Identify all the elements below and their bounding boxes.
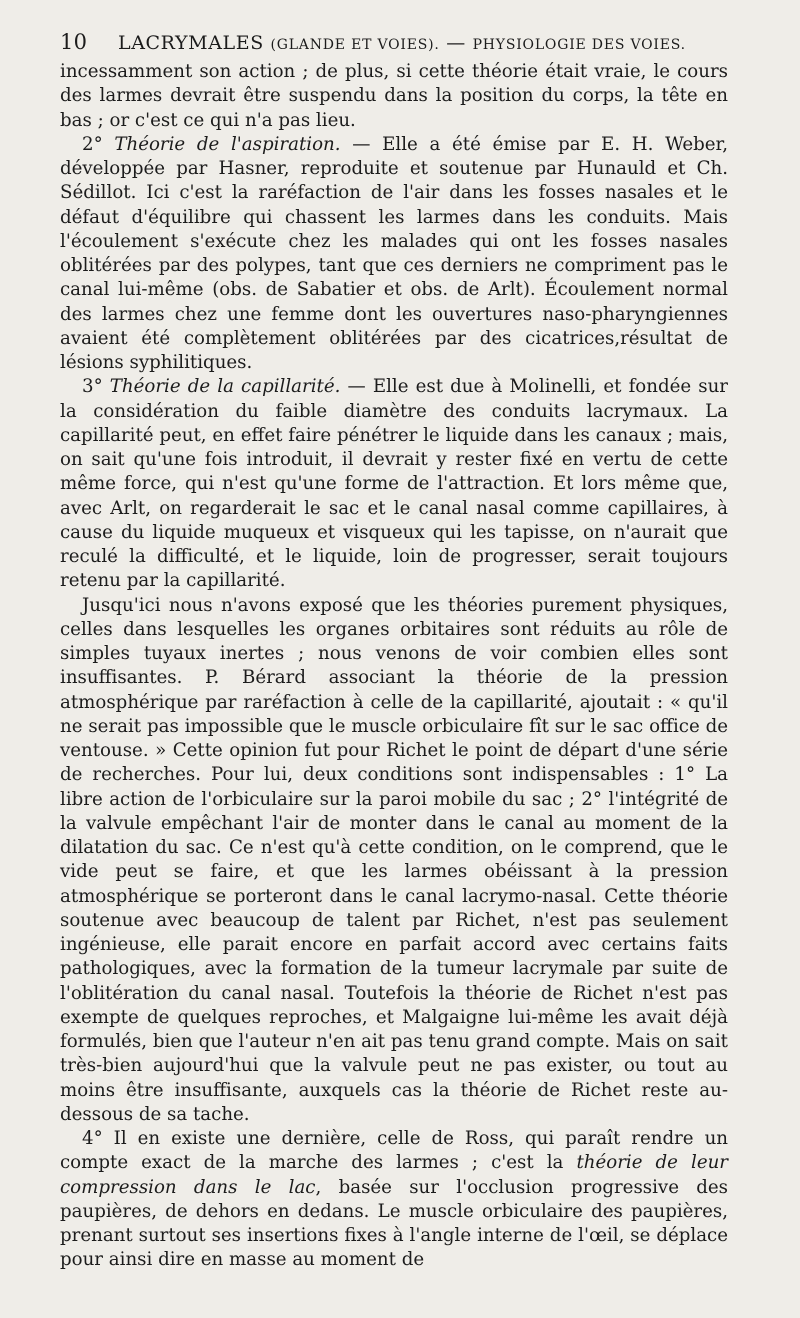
paragraph-3-text: — Elle est due à Molinelli, et fondée sur la considération du faible diamètre des conduits lacrymaux. La capillarité peut, en effet faire pénétrer le liquide dans les canaux ; mais, on sait qu'une fois introduit, il devrait y rester fixé en vertu de cette même force, qui n'est qu'une forme de l'attraction. Et lors même que, avec Arlt, on regarderait le sac et le canal nasal comme capillaires, à cause du liquide muqueux et visqueux qui les tapisse, on n'aurait que reculé la difficulté, et le liquide, loin de progresser, serait toujours retenu par la capillarité. [60, 376, 728, 592]
paragraph-1-text: incessamment son action ; de plus, si cette théorie était vraie, le cours des larmes devrait être suspendu dans la position du corps, la tête en bas ; or c'est ce qui n'a pas lieu. [60, 61, 728, 131]
capillarity-theory-title: Théorie de la capillarité. [109, 376, 341, 398]
paragraph-physical-theories [60, 594, 728, 1128]
page-number: 10 [60, 30, 88, 54]
paragraph-5-text-b: , basée sur l'occlusion progressive des paupières, de dehors en dedans. Le muscle orbiculaire des paupières, prenant surtout ses insertions fixes à l'angle interne de l'œil, se déplace pour ainsi dire en masse au moment de [60, 1176, 729, 1271]
aspiration-theory-title: Théorie de l'aspiration. [114, 133, 341, 155]
paragraph-4-text: Jusqu'ici nous n'avons exposé que les théories purement physiques, celles dans lesquelles les organes orbitaires sont réduits au rôle de simples tuyaux inertes ; nous venons de voir combien elles sont insuffisantes. P. Bérard associant la théorie de la pression atmosphérique par raréfaction à celle de la capillarité, ajoutait : « qu'il ne serait pas impossible que le muscle orbiculaire fît sur le sac office de ventouse. » Cette opinion fut pour Richet le point de départ d'une série de recherches. Pour lui, deux conditions sont indispensables : 1° La libre action de l'orbiculaire sur la paroi mobile du sac ; 2° l'intégrité de la valvule empêchant l'air de monter dans le canal au moment de la dilatation du sac. Ce n'est qu'à cette condition, on le comprend, que le vide peut se faire, et que les larmes obéissant à la pression atmosphérique se porteront dans le canal lacrymo-nasal. Cette théorie soutenue avec beaucoup de talent par Richet, n'est pas seulement ingénieuse, elle parait encore en parfait accord avec certains faits pathologiques, avec la formation de la tumeur lacrymale par suite de l'oblitération du canal nasal. Toutefois la théorie de Richet n'est pas exempte de quelques reproches, et Malgaigne lui-même les avait déjà formulés, bien que l'auteur n'en ait pas tenu grand compte. Mais on sait très-bien aujourd'hui que la valvule peut ne pas exister, ou tout au moins être insuffisante, auxquels cas la théorie de Richet reste au-dessous de sa tache. [60, 594, 728, 1125]
paragraph-ross-theory [60, 1127, 728, 1273]
running-title [118, 32, 686, 54]
paragraph-5-text-a: 4° Il en existe une dernière, celle de Ross, qui paraît rendre un compte exact de la marche des larmes ; c'est la [60, 1128, 728, 1174]
title-sub: (GLANDE ET VOIES). [270, 37, 440, 53]
body-text [60, 60, 728, 1273]
section-title: PHYSIOLOGIE DES VOIES. [472, 37, 686, 53]
title-main: LACRYMALES [118, 32, 264, 54]
running-header [60, 30, 728, 54]
paragraph-continuation [60, 60, 728, 133]
compression-theory-title: théorie de leur compression dans le lac [60, 1152, 728, 1198]
paragraph-capillarity-theory [60, 375, 728, 593]
paragraph-2-text: — Elle a été émise par E. H. Weber, développée par Hasner, reproduite et soutenue par Hunauld et Ch. Sédillot. Ici c'est la raréfaction de l'air dans les fosses nasales et le défaut d'équilibre qui chassent les larmes dans les conduits. Mais l'écoulement s'exécute chez les malades qui ont les fosses nasales oblitérées par des polypes, tant que ces derniers ne compriment pas le canal lui-même (obs. de Sabatier et obs. de Arlt). Écoulement normal des larmes chez une femme dont les ouvertures naso-pharyngiennes avaient été complètement oblitérées par des cicatrices,résultat de lésions syphilitiques. [60, 133, 728, 373]
item-number-2: 2° [82, 133, 115, 155]
item-number-3: 3° [82, 376, 110, 398]
paragraph-aspiration-theory [60, 133, 728, 376]
title-separator: — [439, 32, 473, 54]
